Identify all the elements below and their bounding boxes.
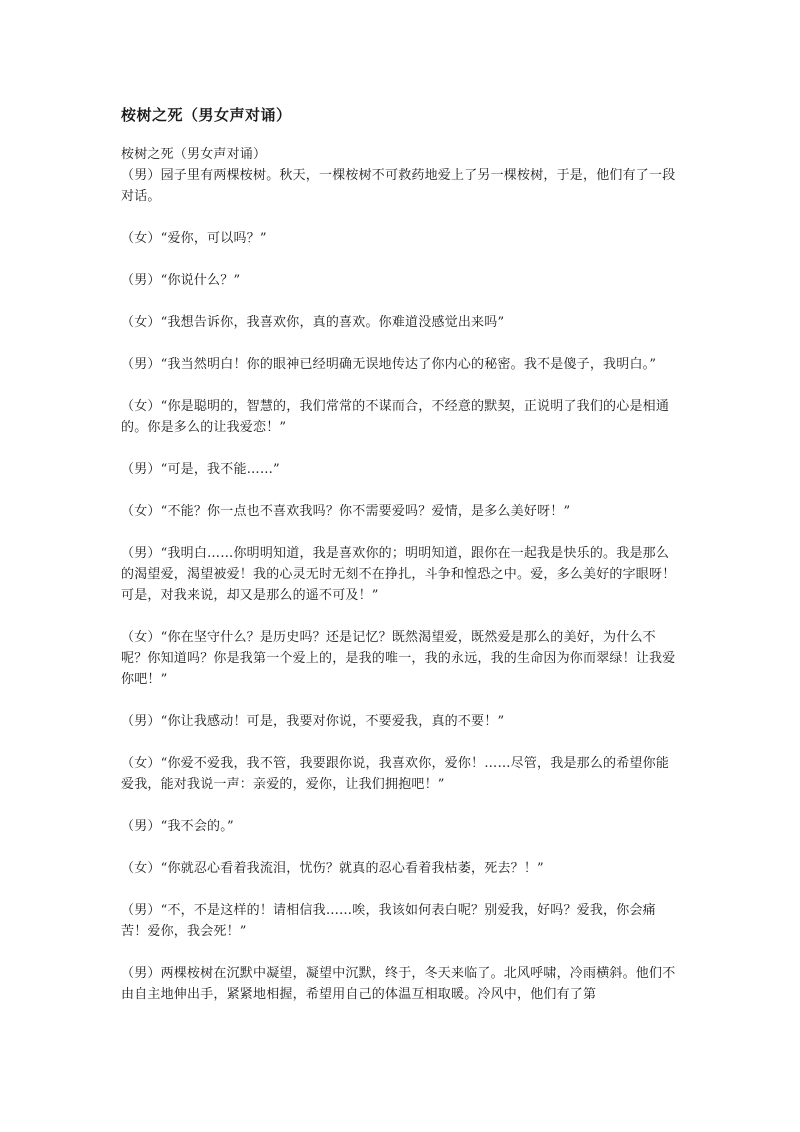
dialogue-line: （女）“你爱不爱我，我不管，我要跟你说，我喜欢你，爱你！……尽管，我是那么的希望你能爱我，能对我说一声：亲爱的，爱你，让我们拥抱吧！” <box>121 756 670 792</box>
document-page <box>121 104 681 1005</box>
paragraph-spacer <box>121 480 681 501</box>
narration-paragraph: （男）两棵桉树在沉默中凝望，凝望中沉默，终于，冬天来临了。北风呼啸，冷雨横斜。他们不由自主地伸出手，紧紧地相握，希望用自己的体温互相取暖。冷风中，他们有了第 <box>121 966 676 1002</box>
paragraph-spacer <box>121 438 681 459</box>
paragraph-spacer <box>121 690 681 711</box>
subtitle-line: 桉树之死（男女声对诵） <box>121 147 267 162</box>
document-title: 桉树之死（男女声对诵） <box>121 106 292 124</box>
dialogue-line: （男）“我明白……你明明知道，我是喜欢你的；明明知道，跟你在一起我是快乐的。我是那么的渴望爱，渴望被爱！我的心灵无时无刻不在挣扎，斗争和惶恐之中。爱，多么美好的字眼呀！可是，对我来说，却又是那么的遥不可及！” <box>121 546 676 603</box>
narration-paragraph: （男）园子里有两棵桉树。秋天，一棵桉树不可救药地爱上了另一棵桉树，于是，他们有了一段对话。 <box>121 168 676 204</box>
dialogue-line: （男）“你说什么？” <box>121 273 241 288</box>
dialogue-line: （女）“爱你，可以吗？” <box>121 231 267 246</box>
paragraph-spacer <box>121 522 681 543</box>
dialogue-line: （女）“你就忍心看着我流泪，忧伤？就真的忍心看着我枯萎，死去？！” <box>121 861 544 876</box>
paragraph-spacer <box>121 795 681 816</box>
paragraph-spacer <box>121 249 681 270</box>
paragraph-spacer <box>121 879 681 900</box>
dialogue-line: （女）“不能？你一点也不喜欢我吗？你不需要爱吗？爱情，是多么美好呀！” <box>121 504 571 519</box>
dialogue-line: （男）“你让我感动！可是，我要对你说，不要爱我，真的不要！” <box>121 714 505 729</box>
paragraph-spacer <box>121 732 681 753</box>
paragraph-spacer <box>121 375 681 396</box>
dialogue-line: （男）“我当然明白！你的眼神已经明确无误地传达了你内心的秘密。我不是傻子，我明白。” <box>121 357 657 372</box>
paragraph-spacer <box>121 837 681 858</box>
paragraph-spacer <box>121 942 681 963</box>
dialogue-line: （男）“不，不是这样的！请相信我……唉，我该如何表白呢？别爱我，好吗？爱我，你会痛苦！爱你，我会死！” <box>121 903 656 939</box>
paragraph-spacer <box>121 291 681 312</box>
dialogue-line: （女）“你在坚守什么？是历史吗？还是记忆？既然渴望爱，既然爱是那么的美好，为什么不呢？你知道吗？你是我第一个爱上的，是我的唯一，我的永远，我的生命因为你而翠绿！让我爱你吧！” <box>121 630 676 687</box>
paragraph-spacer <box>121 333 681 354</box>
paragraph-spacer <box>121 606 681 627</box>
dialogue-line: （女）“我想告诉你，我喜欢你，真的喜欢。你难道没感觉出来吗” <box>121 315 505 330</box>
paragraph-spacer <box>121 207 681 228</box>
dialogue-line: （男）“可是，我不能……” <box>121 462 280 477</box>
dialogue-line: （女）“你是聪明的，智慧的，我们常常的不谋而合，不经意的默契，正说明了我们的心是相通的。你是多么的让我爱恋！” <box>121 399 670 435</box>
dialogue-line: （男）“我不会的。” <box>121 819 234 834</box>
